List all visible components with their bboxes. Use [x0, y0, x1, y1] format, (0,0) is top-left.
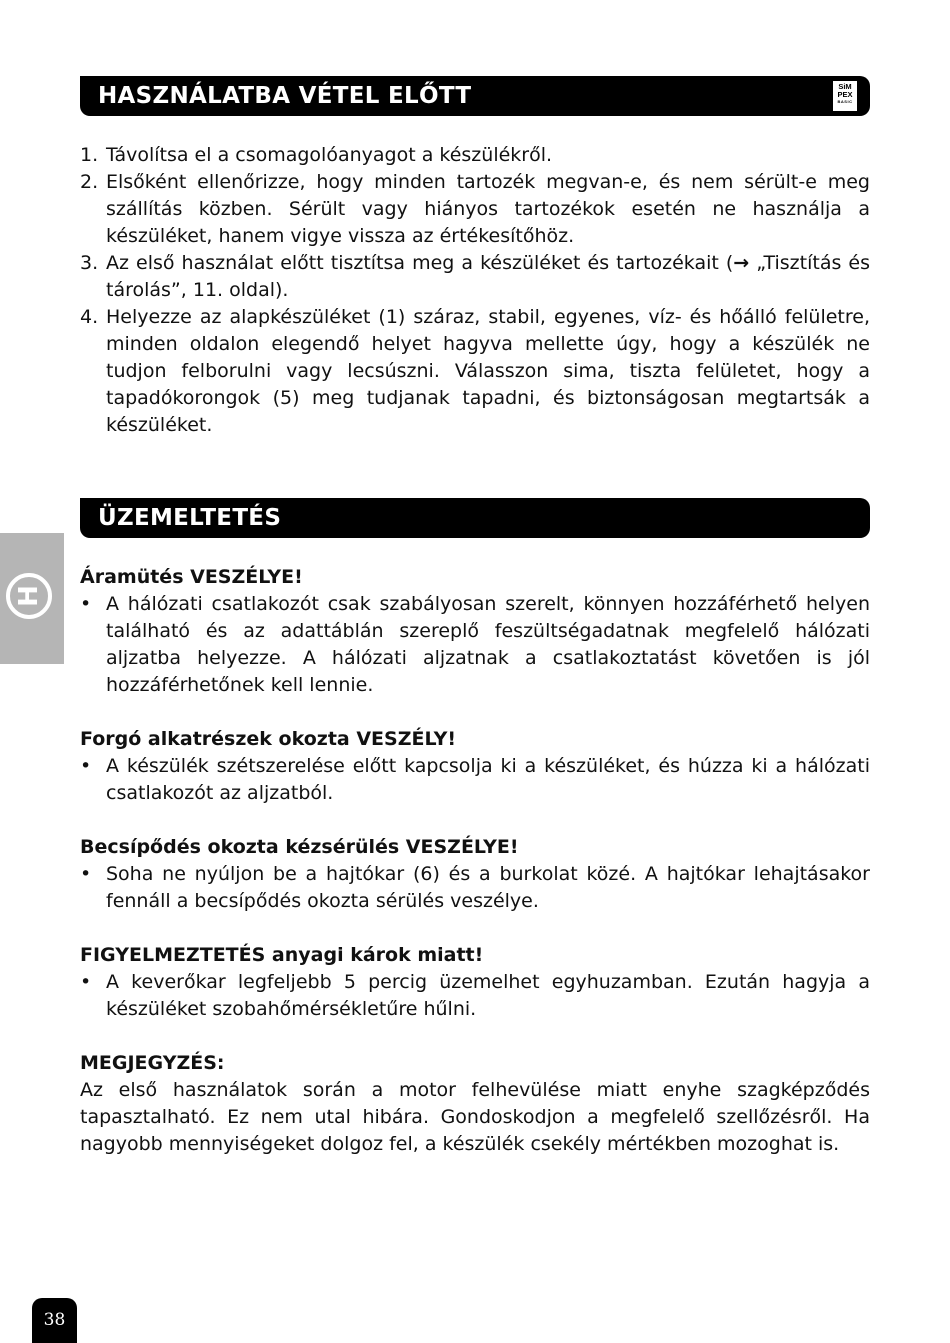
- warning-heading: Becsípődés okozta kézsérülés VESZÉLYE!: [80, 836, 519, 858]
- warning-heading: Áramütés VESZÉLYE!: [80, 566, 303, 588]
- bullet-item: • A hálózati csatlakozót csak szabályosan szerelt, könnyen hozzáférhető helyen található és az adattáblán szereplő feszültségadatnak megfelelő hálózati aljzatba helyezze. A hálózati aljzatnak a csatlakoztatást követően is jól hozzáférhetőnek kell lennie.: [80, 593, 870, 696]
- warning-block: [80, 942, 870, 1023]
- note-heading: MEGJEGYZÉS:: [80, 1052, 225, 1074]
- bullet-item: • Soha ne nyúljon be a hajtókar (6) és a burkolat közé. A hajtókar lehajtásakor fennáll a becsípődés okozta sérülés veszélye.: [80, 863, 870, 912]
- bullet-icon: •: [80, 755, 92, 777]
- warning-heading: Forgó alkatrészek okozta VESZÉLY!: [80, 728, 457, 750]
- note-text: Az első használatok során a motor felhevülése miatt enyhe szagképződés tapasztalható. Ez nem utal hibára. Gondoskodjon a megfelelő szellőzésről. Ha nagyobb mennyiségeket dolgoz fel, a készülék csekély mértékben mozoghat is.: [80, 1079, 870, 1155]
- bullet-item: • A készülék szétszerelése előtt kapcsolja ki a készüléket, és húzza ki a hálózati csatlakozót az aljzatból.: [80, 755, 870, 804]
- language-circle-icon: [6, 573, 52, 619]
- warning-heading: FIGYELMEZTETÉS anyagi károk miatt!: [80, 944, 484, 966]
- list-item: 2. Elsőként ellenőrizze, hogy minden tartozék megvan-e, és nem sérült-e meg szállítás közben. Sérült vagy hiányos tartozékok esetén ne használja a készüléket, hanem vigye vissza az értékesítőhöz.: [80, 171, 870, 247]
- section-title: HASZNÁLATBA VÉTEL ELŐTT: [98, 83, 472, 109]
- warning-block: [80, 834, 870, 915]
- bullet-icon: •: [80, 593, 92, 615]
- section-title: ÜZEMELTETÉS: [98, 505, 282, 531]
- section-header-operation: [80, 498, 870, 538]
- warning-block: [80, 726, 870, 807]
- page-number: 38: [32, 1298, 77, 1343]
- list-item: 3. Az első használat előtt tisztítsa meg a készüléket és tartozékait (→ „Tisztítás és tárolás”, 11. oldal).: [80, 252, 870, 301]
- bullet-icon: •: [80, 971, 92, 993]
- list-item: 4. Helyezze az alapkészüléket (1) száraz, stabil, egyenes, víz- és hőálló felületre, minden oldalon elegendő helyet hagyva mellette úgy, hogy a készülék ne tudjon felborulni vagy lecsúszni. Válasszon sima, tiszta felületet, hogy a tapadókorongok (5) meg tudjanak tapadni, és biztonságosan megtartsák a készüléket.: [80, 306, 870, 436]
- bullet-item: • A keverőkar legfeljebb 5 percig üzemelhet egyhuzamban. Ezután hagyja a készüléket szobahőmérsékletűre hűlni.: [80, 971, 870, 1020]
- bullet-icon: •: [80, 863, 92, 885]
- language-letter: H: [14, 585, 44, 607]
- simpex-basic-logo: SiM PEX BASIC: [832, 80, 858, 112]
- operation-content: [80, 564, 870, 1158]
- list-item: 1. Távolítsa el a csomagolóanyagot a készülékről.: [80, 144, 553, 166]
- arrow-right-icon: →: [733, 252, 750, 274]
- before-use-list: [80, 142, 870, 439]
- note-block: [80, 1050, 870, 1158]
- warning-block: [80, 564, 870, 699]
- section-header-before-use: [80, 76, 870, 116]
- language-tab: [0, 533, 64, 664]
